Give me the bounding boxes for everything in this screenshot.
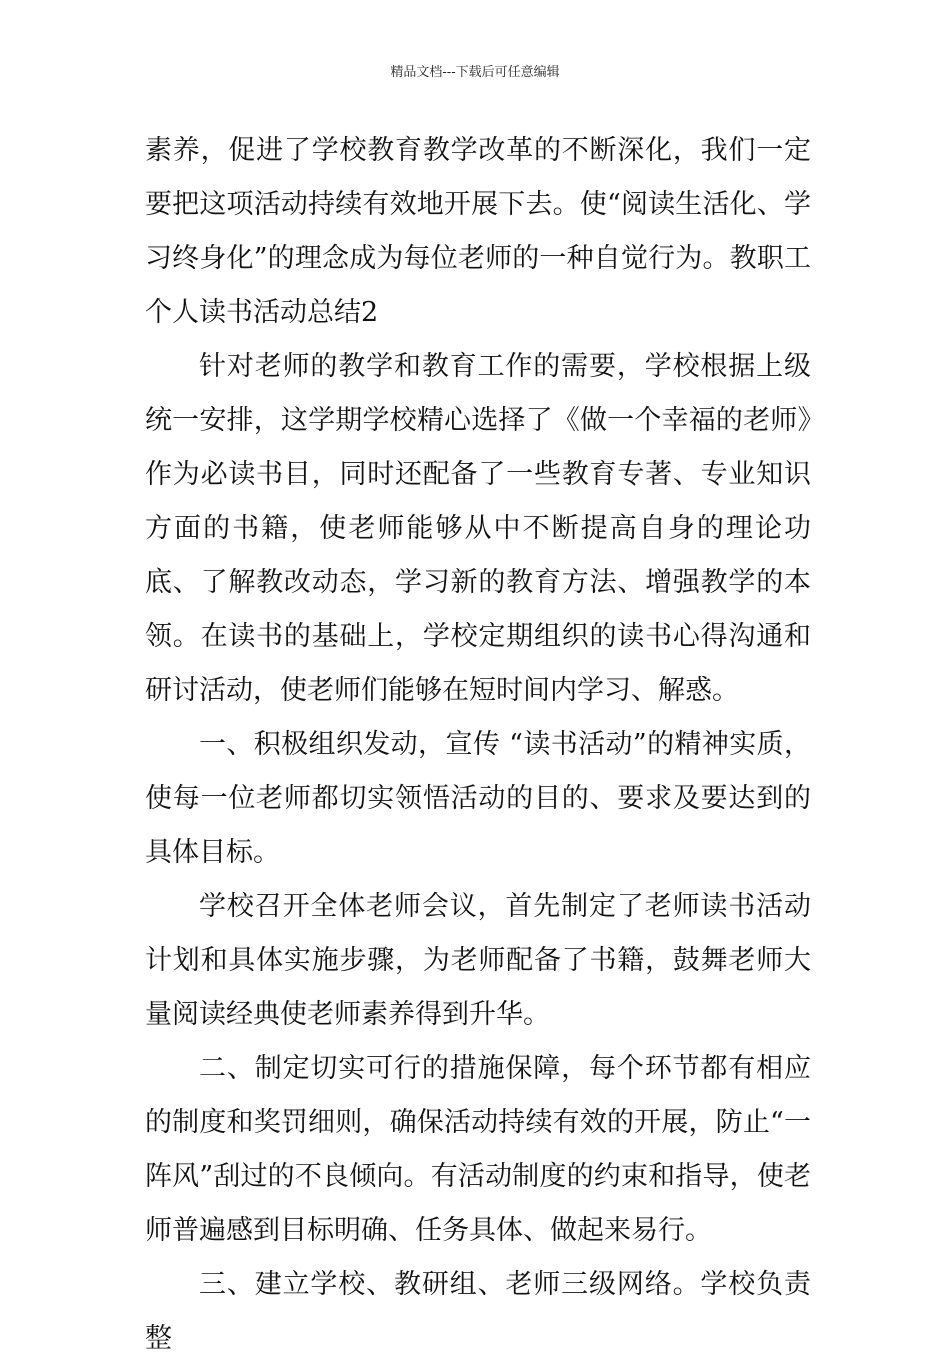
paragraph-continuation: 素养，促进了学校教育教学改革的不断深化，我们一定要把这项活动持续有效地开展下去。使“阅读生活化、学习终身化”的理念成为每位老师的一种自觉行为。教职工个人读书活动总结2 xyxy=(145,135,811,328)
paragraph-section-one: 一、积极组织发动，宣传 “读书活动”的精神实质，使每一位老师都切实领悟活动的目的、要求及要达到的具体目标。 xyxy=(145,729,811,868)
paragraph-section-three: 三、建立学校、教研组、老师三级网络。学校负责整 xyxy=(145,1269,811,1354)
paragraph-section-two: 二、制定切实可行的措施保障，每个环节都有相应的制度和奖罚细则，确保活动持续有效的开展，防止“一阵风”刮过的不良倾向。有活动制度的约束和指导，使老师普遍感到目标明确、任务具体、做起来易行。 xyxy=(145,1053,811,1246)
paragraph-reading-program: 针对老师的教学和教育工作的需要，学校根据上级统一安排，这学期学校精心选择了《做一个幸福的老师》作为必读书目，同时还配备了一些教育专著、专业知识方面的书籍，使老师能够从中不断提高自身的理论功底、了解教改动态，学习新的教育方法、增强教学的本领。在读书的基础上，学校定期组织的读书心得沟通和研讨活动，使老师们能够在短时间内学习、解惑。 xyxy=(145,351,811,706)
page-header: 精品文档---下载后可任意编辑 xyxy=(390,65,560,80)
paragraph-teacher-meeting: 学校召开全体老师会议，首先制定了老师读书活动计划和具体实施步骤，为老师配备了书籍，鼓舞老师大量阅读经典使老师素养得到升华。 xyxy=(145,891,811,1030)
document-body xyxy=(145,124,811,1366)
